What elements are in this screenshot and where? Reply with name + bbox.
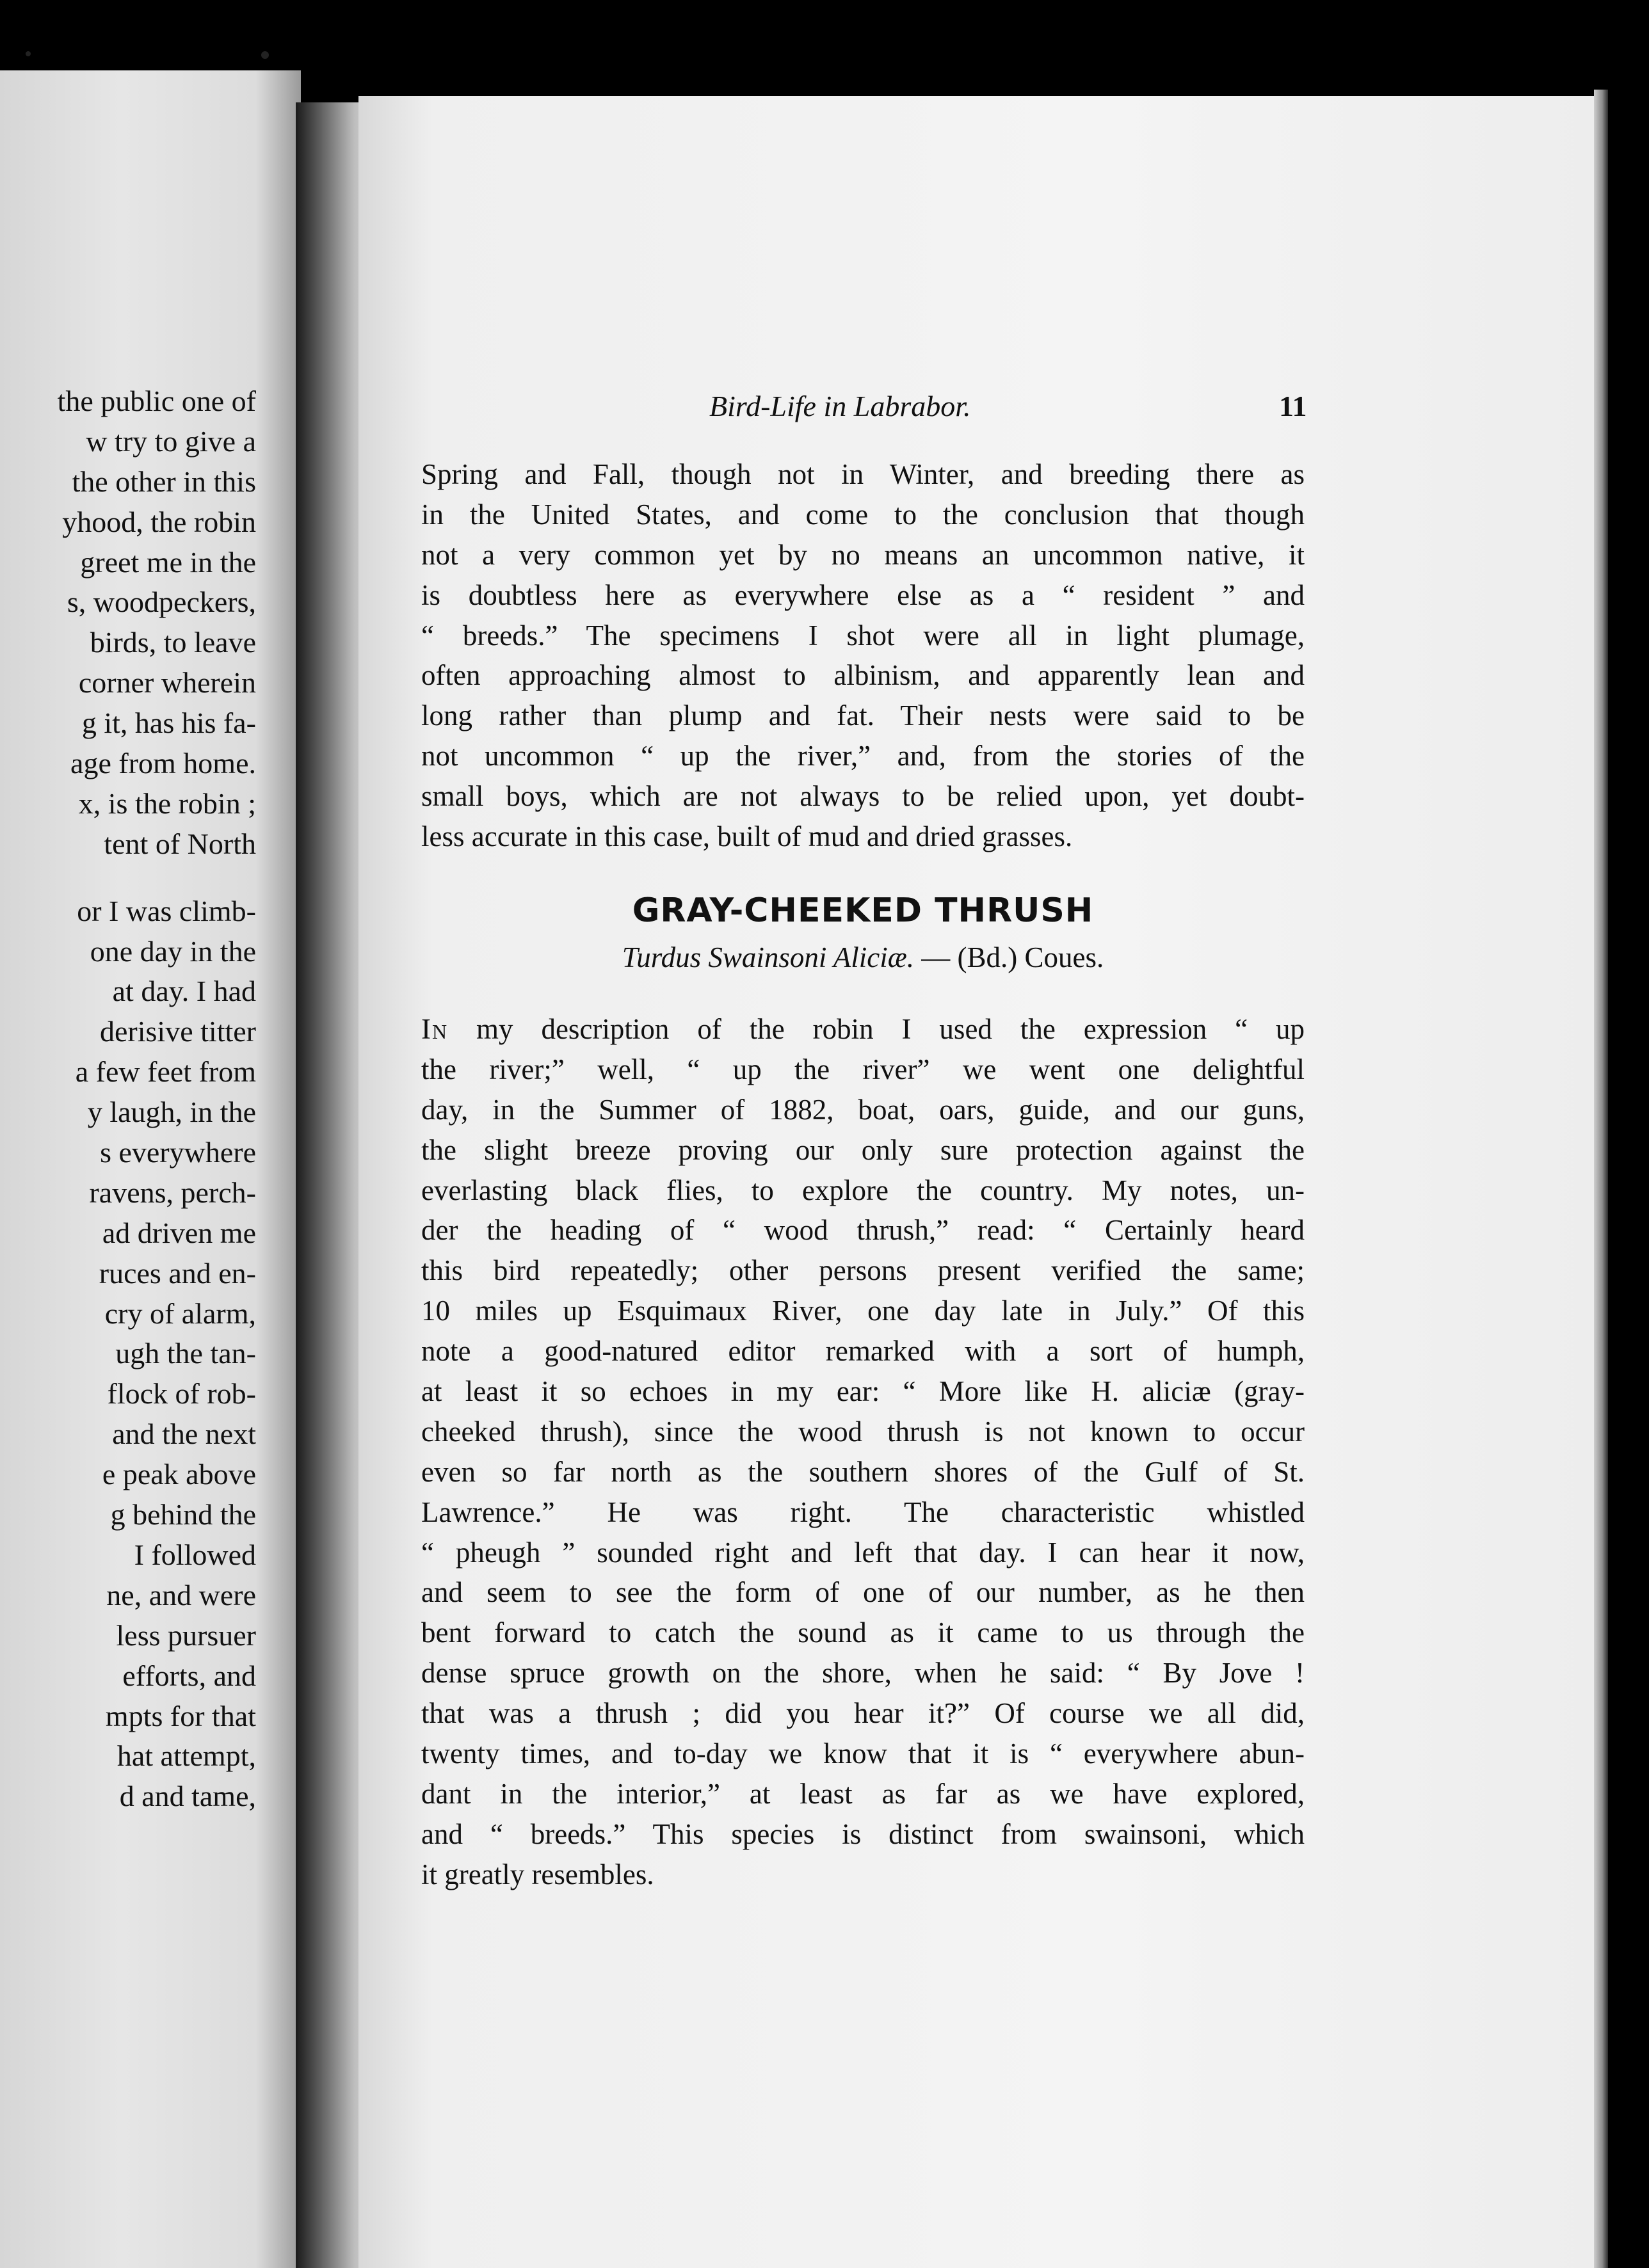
text-line: bent forward to catch the sound as it came to us through the xyxy=(421,1617,1305,1649)
text-line: “ breeds.” The specimens I shot were all in light plumage, xyxy=(421,619,1305,651)
left-page-line: g it, has his fa- xyxy=(81,707,256,740)
left-page-line: derisive titter xyxy=(100,1015,256,1048)
text-line: the slight breeze proving our only sure protection against the xyxy=(421,1133,1305,1166)
text-line: that was a thrush ; did you hear it?” Of course we all did, xyxy=(421,1697,1305,1730)
first-line xyxy=(421,1009,1305,1050)
left-page-line: ne, and were xyxy=(106,1578,256,1611)
left-page-line: I followed xyxy=(134,1538,256,1571)
text-line: the river;” well, “ up the river” we went one delightful xyxy=(421,1053,1305,1085)
left-page-line: greet me in the xyxy=(80,545,256,579)
text-line: not a very common yet by no means an uncommon native, it xyxy=(421,538,1305,571)
text-line: in the United States, and come to the conclusion that though xyxy=(421,498,1305,531)
left-page-line: w try to give a xyxy=(86,424,256,458)
left-page-line: and the next xyxy=(112,1418,256,1451)
text-line: 10 miles up Esquimaux River, one day late in July.” Of this xyxy=(421,1295,1305,1327)
text-line: note a good-natured editor remarked with a sort of humph, xyxy=(421,1335,1305,1368)
text-line: is doubtless here as everywhere else as a “ resident ” and xyxy=(421,579,1305,611)
left-page-line: e peak above xyxy=(102,1458,256,1491)
paragraph-gray-cheeked-thrush xyxy=(421,1009,1305,1895)
left-page-line: corner wherein xyxy=(78,666,256,699)
text-line: Lawrence.” He was right. The characteristic whistled xyxy=(421,1496,1305,1528)
left-page-line: birds, to leave xyxy=(90,626,256,659)
text-line: der the heading of “ wood thrush,” read: “ Certainly heard xyxy=(421,1214,1305,1247)
left-page-line: hat attempt, xyxy=(117,1739,256,1773)
text-line: long rather than plump and fat. Their nests were said to be xyxy=(421,699,1305,732)
left-page-line: a few feet from xyxy=(75,1055,256,1089)
paragraph-robin-continued xyxy=(421,454,1305,857)
left-page-line: g behind the xyxy=(110,1498,256,1531)
text-line: less accurate in this case, built of mud and dried grasses. xyxy=(421,820,1073,853)
left-page-line: the public one of xyxy=(57,385,256,417)
left-page-line xyxy=(0,865,256,891)
running-title: Bird-Life in Labrabor. xyxy=(709,390,971,422)
section-heading: GRAY-CHEEKED THRUSH xyxy=(632,891,1094,930)
authority: — (Bd.) Coues. xyxy=(921,941,1104,973)
scan-speck xyxy=(26,51,31,56)
left-page-line: at day. I had xyxy=(112,975,256,1008)
first-line-rest: my description of the robin I used the expression “ up xyxy=(476,1013,1305,1045)
text-line: cheeked thrush), since the wood thrush is not known to occur xyxy=(421,1415,1305,1448)
page-edge xyxy=(1594,90,1608,2268)
left-page-text xyxy=(0,381,256,1817)
left-page-line: ugh the tan- xyxy=(115,1337,256,1370)
text-line: at least it so echoes in my ear: “ More like H. aliciæ (gray- xyxy=(421,1375,1305,1408)
left-page-line: age from home. xyxy=(70,747,256,780)
left-page-line: efforts, and xyxy=(122,1659,256,1692)
left-page-line: flock of rob- xyxy=(107,1377,256,1410)
left-page-line: tent of North xyxy=(104,827,256,860)
text-line: “ pheugh ” sounded right and left that day. I can hear it now, xyxy=(421,1536,1305,1569)
text-line: dense spruce growth on the shore, when he said: “ By Jove ! xyxy=(421,1657,1305,1689)
species-name xyxy=(421,941,1305,974)
left-page-line: mpts for that xyxy=(105,1699,256,1732)
left-page-line: ruces and en- xyxy=(99,1256,256,1290)
left-page-line: ad driven me xyxy=(102,1216,256,1249)
scan-speck xyxy=(261,51,269,59)
text-line: twenty times, and to-day we know that it is “ everywhere abun- xyxy=(421,1737,1305,1770)
left-page-line: s, woodpeckers, xyxy=(67,586,256,619)
text-line: not uncommon “ up the river,” and, from the stories of the xyxy=(421,740,1305,772)
left-page-line: y laugh, in the xyxy=(87,1096,256,1129)
left-page-line: x, is the robin ; xyxy=(78,787,256,820)
text-line: even so far north as the southern shores of the Gulf of St. xyxy=(421,1455,1305,1488)
text-line: everlasting black flies, to explore the country. My notes, un- xyxy=(421,1174,1305,1206)
text-line: day, in the Summer of 1882, boat, oars, guide, and our guns, xyxy=(421,1093,1305,1126)
left-page-line: one day in the xyxy=(90,934,256,968)
text-line: and “ breeds.” This species is distinct from swainsoni, which xyxy=(421,1817,1305,1850)
left-page-line: or I was climb- xyxy=(77,894,256,927)
left-page-line: yhood, the robin xyxy=(62,505,256,538)
dropcap: In xyxy=(421,1013,449,1045)
text-line: dant in the interior,” at least as far as we have explored, xyxy=(421,1777,1305,1810)
latin-name: Turdus Swainsoni Aliciæ. xyxy=(622,941,915,973)
left-page-line: less pursuer xyxy=(116,1618,256,1652)
text-line: Spring and Fall, though not in Winter, and breeding there as xyxy=(421,458,1305,490)
text-line: and seem to see the form of one of our number, as he then xyxy=(421,1576,1305,1609)
page-number: 11 xyxy=(1279,390,1307,422)
left-page-line: s everywhere xyxy=(100,1136,256,1169)
left-page-line: the other in this xyxy=(72,465,256,498)
text-line: often approaching almost to albinism, and apparently lean and xyxy=(421,659,1305,692)
left-page-line: d and tame, xyxy=(119,1780,256,1813)
text-line: it greatly resembles. xyxy=(421,1858,654,1890)
left-page-line: ravens, perch- xyxy=(89,1176,256,1209)
text-line: this bird repeatedly; other persons present verified the same; xyxy=(421,1254,1305,1287)
left-page-line: cry of alarm, xyxy=(104,1297,256,1330)
text-line: small boys, which are not always to be relied upon, yet doubt- xyxy=(421,780,1305,813)
left-facing-page xyxy=(0,70,301,2268)
